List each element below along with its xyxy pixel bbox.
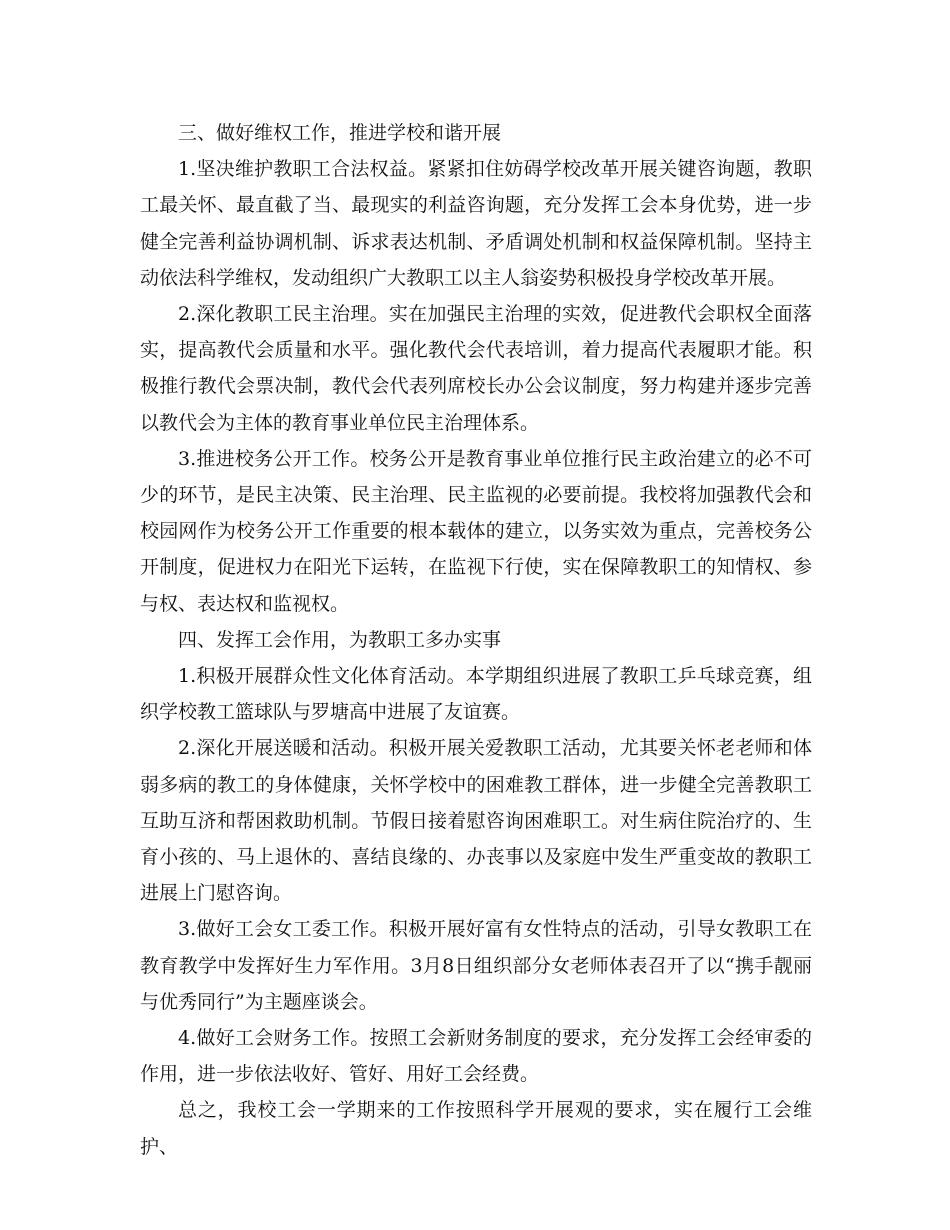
section-heading-4: 四、发挥工会作用，为教职工多办实事 [178, 628, 502, 651]
paragraph-care-activities: 2.深化开展送暖和活动。积极开展关爱教职工活动，尤其要关怀老老师和体弱多病的教工的身体健康，关怀学校中的困难教工群体，进一步健全完善教职工互助互济和帮困救助机制。节假日接着慰咨询困难职工。对生病住院治疗的、生育小孩的、马上退休的、喜结良缘的、办丧事以及家庭中发生严重变故的教职工进展上门慰咨询。 [140, 737, 812, 905]
paragraph-finance-work: 4.做好工会财务工作。按照工会新财务制度的要求，充分发挥工会经审委的作用，进一步依法收好、管好、用好工会经费。 [140, 1027, 812, 1086]
paragraph-women-committee: 3.做好工会女工委工作。积极开展好富有女性特点的活动，引导女教职工在教育教学中发挥好生力军作用。3月8日组织部分女老师体表召开了以“携手靓丽与优秀同行”为主题座谈会。 [140, 918, 812, 1013]
section-heading-3: 三、做好维权工作，推进学校和谐开展 [178, 122, 502, 144]
document-body [140, 115, 812, 1165]
paragraph-sports-activities: 1.积极开展群众性文化体育活动。本学期组织进展了教职工乒乓球竞赛，组织学校教工篮球队与罗塘高中进展了友谊赛。 [140, 665, 812, 724]
paragraph-school-affairs-openness: 3.推进校务公开工作。校务公开是教育事业单位推行民主政治建立的必不可少的环节，是民主决策、民主治理、民主监视的必要前提。我校将加强教代会和校园网作为校务公开工作重要的根本载体的建立，以务实效为重点，完善校务公开制度，促进权力在阳光下运转，在监视下行使，实在保障教职工的知情权、参与权、表达权和监视权。 [140, 447, 812, 615]
paragraph-summary: 总之，我校工会一学期来的工作按照科学开展观的要求，实在履行工会维护、 [140, 1099, 812, 1158]
paragraph-democratic-management: 2.深化教职工民主治理。实在加强民主治理的实效，促进教代会职权全面落实，提高教代会质量和水平。强化教代会代表培训，着力提高代表履职才能。积极推行教代会票决制，教代会代表列席校长办公会议制度，努力构建并逐步完善以教代会为主体的教育事业单位民主治理体系。 [140, 303, 812, 434]
paragraph-rights-protection: 1.坚决维护教职工合法权益。紧紧扣住妨碍学校改革开展关键咨询题，教职工最关怀、最直截了当、最现实的利益咨询题，充分发挥工会本身优势，进一步健全完善利益协调机制、诉求表达机制、矛盾调处机制和权益保障机制。坚持主动依法科学维权，发动组织广大教职工以主人翁姿势积极投身学校改革开展。 [140, 158, 812, 289]
